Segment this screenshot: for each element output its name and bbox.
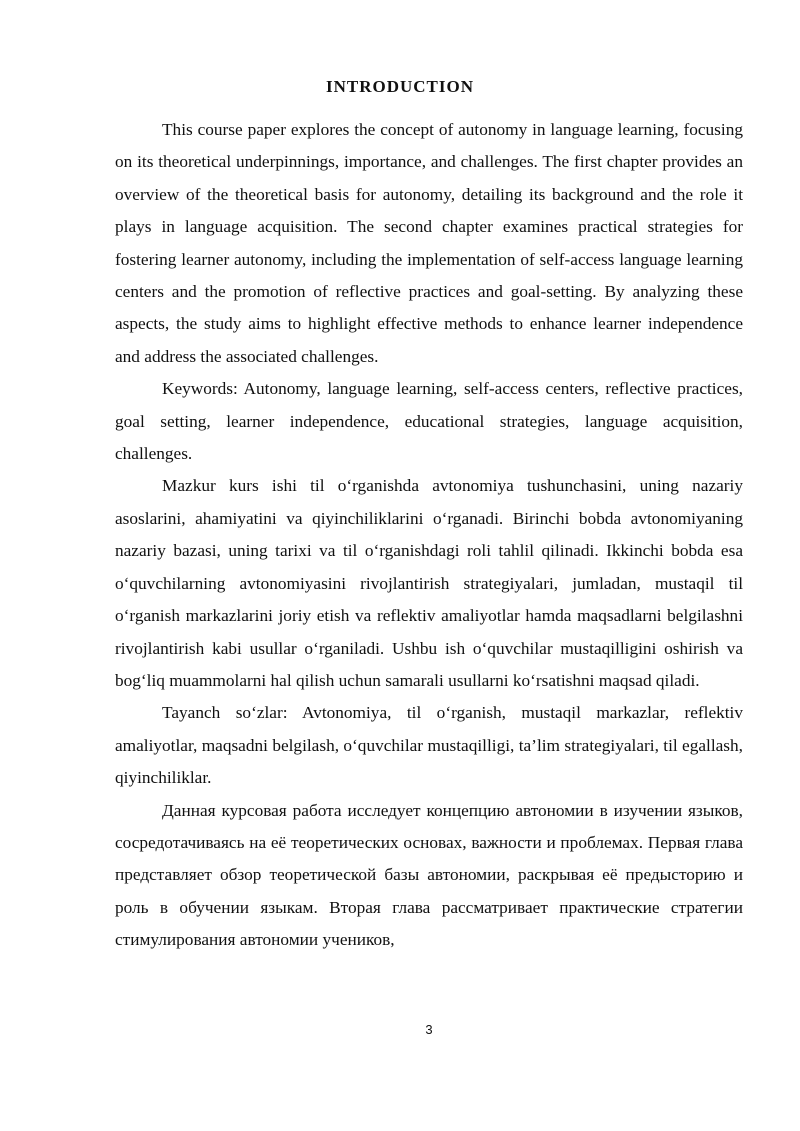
paragraph-abstract-russian: Данная курсовая работа исследует концепцию автономии в изучении языков, сосредотачиваясь на её теоретических основах, важности и проблемах. Первая глава представляет обзор теоретической базы автономии, раскрывая её предысторию и роль в обучении языкам. Вторая глава рассматривает практические стратегии стимулирования автономии учеников, — [115, 800, 743, 950]
paragraph-abstract-english: This course paper explores the concept of autonomy in language learning, focusing on its theoretical underpinnings, importance, and challenges. The first chapter provides an overview of the theoretical basis for autonomy, detailing its background and the role it plays in language acquisition. The second chapter examines practical strategies for fostering learner autonomy, including the implementation of self-access language learning centers and the promotion of reflective practices and goal-setting. By analyzing these aspects, the study aims to highlight effective methods to enhance learner independence and address the associated challenges. — [115, 120, 743, 366]
page-title: INTRODUCTION — [325, 77, 475, 96]
body-text — [115, 114, 743, 957]
paragraph-keywords-uzbek: Tayanch soʻzlar: Avtonomiya, til oʻrganish, mustaqil markazlar, reflektiv amaliyotlar, maqsadni belgilash, oʻquvchilar mustaqilligi, ta’lim strategiyalari, til egallash, qiyinchiliklar. — [115, 703, 743, 788]
paragraph-keywords-english: Keywords: Autonomy, language learning, self-access centers, reflective practices, goal setting, learner independence, educational strategies, language acquisition, challenges. — [115, 379, 743, 464]
page-number: 3 — [425, 1022, 433, 1037]
paragraph-abstract-uzbek: Mazkur kurs ishi til oʻrganishda avtonomiya tushunchasini, uning nazariy asoslarini, ahamiyatini va qiyinchiliklarini oʻrganadi. Birinchi bobda avtonomiyaning nazariy bazasi, uning tarixi va til oʻrganishdagi roli tahlil qilinadi. Ikkinchi bobda esa oʻquvchilarning avtonomiyasini rivojlantirish strategiyalari, jumladan, mustaqil til oʻrganish markazlarini joriy etish va reflektiv amaliyotlar hamda maqsadlarni belgilashni rivojlantirish kabi usullar oʻrganiladi. Ushbu ish oʻquvchilar mustaqilligini oshirish va bogʻliq muammolarni hal qilish uchun samarali usullarni koʻrsatishni maqsad qiladi. — [115, 476, 743, 690]
